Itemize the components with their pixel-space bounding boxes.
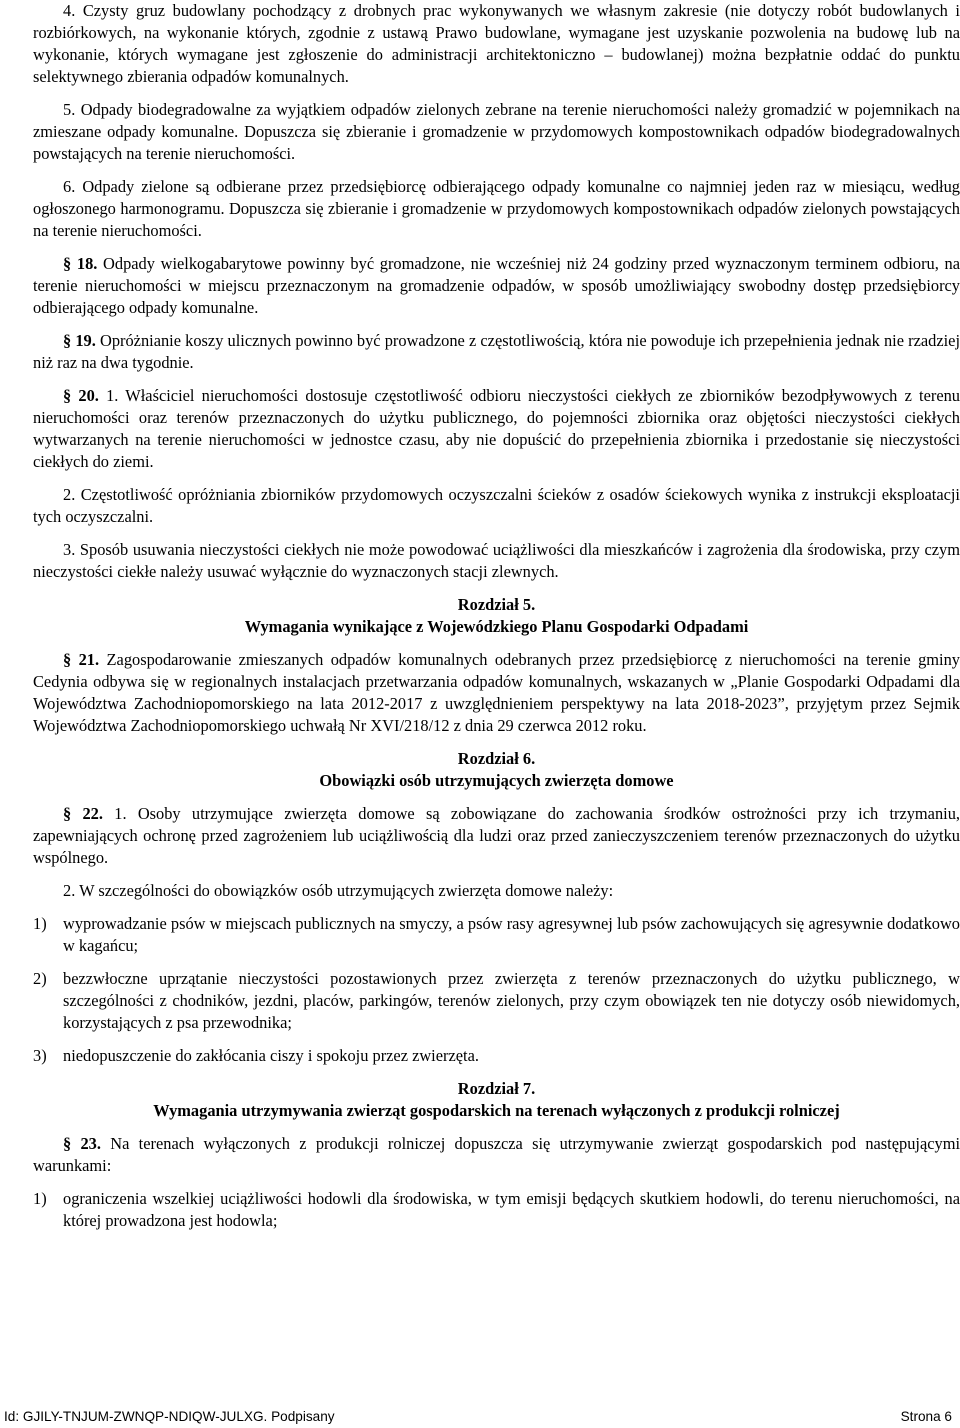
section-text: Odpady wielkogabarytowe powinny być gromadzone, nie wcześniej niż 24 godziny przed wyznaczonym terminem odbioru, na terenie nieruchomości w miejscu przeznaczonym na gromadzenie odpadów, w sposób umożliwiający swobodny dostęp przedsiębiorcy odbierającego odpady komunalne. <box>33 254 960 317</box>
list-item <box>33 968 960 1034</box>
section-text: 1. Właściciel nieruchomości dostosuje częstotliwość odbioru nieczystości ciekłych ze zbiorników bezodpływowych z terenu nieruchomości oraz terenów przeznaczonych do użytku publicznego, do pojemności zbiornika oraz objętości nieczystości ciekłych wytwarzanych na terenie nieruchomości w jednostce czasu, aby nie dopuścić do przepełnienia zbiornika i przedostanie się nieczystości ciekłych do ziemi. <box>33 386 960 471</box>
chapter-label: Rozdział 5. <box>457 595 536 614</box>
section-number: § 19. <box>63 331 96 350</box>
section-22-p1 <box>33 803 960 869</box>
list-item-text: wyprowadzanie psów w miejscach publicznych na smyczy, a psów rasy agresywnej lub psów zachowujących się agresywnie dodatkowo w kagańcu; <box>63 914 960 955</box>
section-text: Na terenach wyłączonych z produkcji rolniczej dopuszcza się utrzymywanie zwierząt gospodarskich pod następującymi warunkami: <box>33 1134 960 1175</box>
paragraph-5: 5. Odpady biodegradowalne za wyjątkiem odpadów zielonych zebrane na terenie nieruchomości należy gromadzić w pojemnikach na zmieszane odpady komunalne. Dopuszcza się zbieranie i gromadzenie w przydomowych kompostownikach odpadów biodegradowalnych powstających na terenie nieruchomości. <box>33 100 960 163</box>
chapter-title: Wymagania utrzymywania zwierząt gospodarskich na terenach wyłączonych z produkcji rolniczej <box>153 1101 840 1120</box>
paragraph-4: 4. Czysty gruz budowlany pochodzący z drobnych prac wykonywanych we własnym zakresie (nie dotyczy robót budowlanych i rozbiórkowych, na wykonanie których, zgodnie z ustawą Prawo budowlane, wymagane jest uzyskanie pozwolenia na budowę lub na wykonanie, których wymagane jest zgłoszenie do administracji architektoniczno – budowlanej) można bezpłatnie oddać do punktu selektywnego zbierania odpadów komunalnych. <box>33 1 960 86</box>
document-page <box>33 0 960 1243</box>
section-number: § 21. <box>63 650 100 669</box>
chapter-7-heading <box>33 1078 960 1122</box>
list-item-label: 3) <box>33 1046 47 1065</box>
chapter-6-heading <box>33 748 960 792</box>
chapter-title: Wymagania wynikające z Wojewódzkiego Planu Gospodarki Odpadami <box>244 617 749 636</box>
section-22-p2: 2. W szczególności do obowiązków osób utrzymujących zwierzęta domowe należy: <box>63 881 614 900</box>
list-item-label: 1) <box>33 914 47 933</box>
chapter-title: Obowiązki osób utrzymujących zwierzęta domowe <box>319 771 674 790</box>
section-number: § 20. <box>63 386 99 405</box>
page-number: Strona 6 <box>900 1408 952 1424</box>
section-20-p3: 3. Sposób usuwania nieczystości ciekłych nie może powodować uciążliwości dla mieszkańców i zagrożenia dla środowiska, przy czym nieczystości ciekłe należy usuwać wyłącznie do wyznaczonych stacji zlewnych. <box>33 540 960 581</box>
section-number: § 22. <box>63 804 103 823</box>
section-number: § 18. <box>63 254 98 273</box>
section-20-p1 <box>33 385 960 473</box>
section-23 <box>33 1133 960 1177</box>
chapter-5-heading <box>33 594 960 638</box>
list-item-label: 2) <box>33 969 47 988</box>
section-19 <box>33 330 960 374</box>
section-text: Opróżnianie koszy ulicznych powinno być prowadzone z częstotliwością, która nie powoduje ich przepełnienia jednak nie rzadziej niż raz na dwa tygodnie. <box>33 331 960 372</box>
list-item <box>33 913 960 957</box>
section-18 <box>33 253 960 319</box>
chapter-label: Rozdział 7. <box>457 1079 536 1098</box>
document-id: Id: GJILY-TNJUM-ZWNQP-NDIQW-JULXG. Podpisany <box>4 1408 335 1424</box>
list-item <box>33 1045 960 1067</box>
list-item <box>33 1188 960 1232</box>
section-text: 1. Osoby utrzymujące zwierzęta domowe są zobowiązane do zachowania środków ostrożności przy ich trzymaniu, zapewniających ochronę przed zagrożeniem lub uciążliwością dla ludzi oraz przed zanieczyszczeniem terenów przeznaczonych do użytku wspólnego. <box>33 804 960 867</box>
list-item-text: bezzwłoczne uprzątanie nieczystości pozostawionych przez zwierzęta z terenów przeznaczonych do użytku publicznego, w szczególności z chodników, jezdni, placów, parkingów, terenów zielonych, przy czym obowiązek ten nie dotyczy osób niewidomych, korzystających z psa przewodnika; <box>63 969 960 1032</box>
paragraph-6: 6. Odpady zielone są odbierane przez przedsiębiorcę odbierającego odpady komunalne co najmniej jeden raz w miesiącu, według ogłoszonego harmonogramu. Dopuszcza się zbieranie i gromadzenie w przydomowych kompostownikach odpadów zielonych powstających na terenie nieruchomości. <box>33 177 960 240</box>
section-text: Zagospodarowanie zmieszanych odpadów komunalnych odebranych przez przedsiębiorcę z nieruchomości na terenie gminy Cedynia odbywa się w regionalnych instalacjach przetwarzania odpadów komunalnych, wskazanych w „Planie Gospodarki Odpadami dla Województwa Zachodniopomorskiego na lata 2012-2017 z uwzględnieniem perspektywy na lata 2018-2023”, przyjętym przez Sejmik Województwa Zachodniopomorskiego uchwałą Nr XVI/218/12 z dnia 29 czerwca 2012 roku. <box>33 650 960 735</box>
list-item-label: 1) <box>33 1189 47 1208</box>
list-item-text: ograniczenia wszelkiej uciążliwości hodowli dla środowiska, w tym emisji będących skutkiem hodowli, do terenu nieruchomości, na której prowadzona jest hodowla; <box>63 1189 960 1230</box>
section-21 <box>33 649 960 737</box>
section-20-p2: 2. Częstotliwość opróżniania zbiorników przydomowych oczyszczalni ścieków z osadów ściekowych wynika z instrukcji eksploatacji tych oczyszczalni. <box>33 485 960 526</box>
section-number: § 23. <box>63 1134 101 1153</box>
page-footer <box>4 1405 952 1427</box>
list-item-text: niedopuszczenie do zakłócania ciszy i spokoju przez zwierzęta. <box>63 1046 479 1065</box>
chapter-label: Rozdział 6. <box>457 749 536 768</box>
